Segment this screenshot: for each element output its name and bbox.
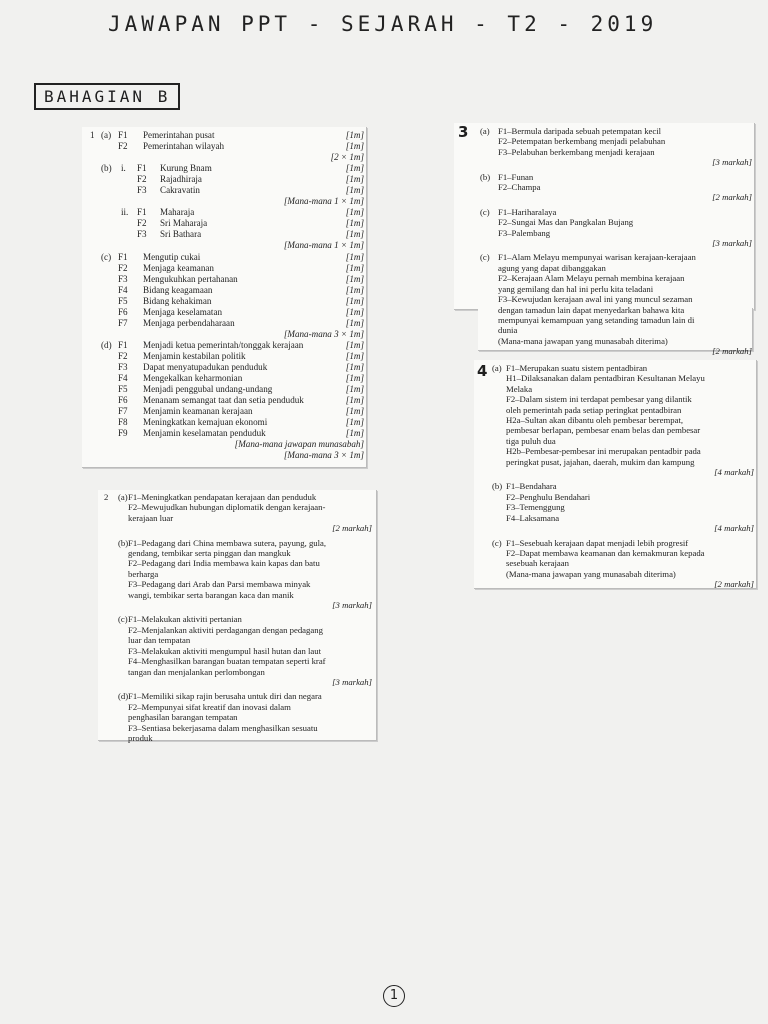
answer-row-mn: [Mana-mana 1 × 1m] [283, 196, 364, 207]
question-1-answers [88, 130, 364, 461]
answer-row [88, 439, 364, 450]
answer-line: tangan dan menjalankan perlombongan [128, 666, 265, 677]
answer-row-p: (c) [101, 251, 112, 262]
answer-line: H2b–Pembesar-pembesar ini merupakan pentadbir pada [506, 446, 701, 457]
answer-line: F2–Dapat membawa keamanan dan kemakmuran kepada [506, 547, 705, 558]
answer-row-c: F8 [118, 417, 128, 428]
answer-row [88, 384, 364, 395]
answer-row [88, 229, 364, 240]
answer-row-c: F1 [118, 339, 128, 350]
answer-part [492, 363, 754, 477]
answer-line: F2–Kerajaan Alam Melayu pernah membina kerajaan [498, 273, 685, 284]
answer-row-m: [1m] [345, 384, 364, 395]
answer-row [88, 240, 364, 251]
answer-row [88, 329, 364, 340]
mark-allocation: [2 markah] [712, 346, 752, 357]
answer-line: F2–Menjalankan aktiviti perdagangan dengan pedagang [128, 624, 323, 635]
answer-line: F3–Pelabuhan berkembang menjadi kerajaan [498, 146, 655, 157]
answer-line: F2–Mempunyai sifat kreatif dan inovasi dalam [128, 701, 291, 712]
answer-line: pembesar berlapan, pembesar enam belas dan pembesar [506, 425, 701, 436]
answer-line: F2–Champa [498, 182, 541, 193]
answer-line: F2–Pedagang dari India membawa kain kapas dan batu [128, 558, 320, 569]
answer-row [88, 428, 364, 439]
answer-line: tiga puluh dua [506, 435, 556, 446]
answer-row-m: [1m] [345, 141, 364, 152]
answer-row [88, 141, 364, 152]
answer-row [88, 163, 364, 174]
answer-row-t: Meningkatkan kemajuan ekonomi [143, 417, 268, 428]
answer-row-c: F9 [118, 428, 128, 439]
answer-row-t: Mengekalkan keharmonian [143, 373, 243, 384]
answer-row-t: Mengukuhkan pertahanan [143, 273, 238, 284]
answer-line: luar dan tempatan [128, 635, 191, 646]
answer-line: F1–Bermula daripada sebuah petempatan kecil [498, 126, 662, 136]
answer-line: F3–Melakukan aktiviti mengumpul hasil hutan dan laut [128, 645, 322, 656]
part-label: (a) [118, 492, 128, 502]
answer-row-t: Menjaga perbendaharaan [143, 317, 235, 328]
answer-row-m: [1m] [345, 373, 364, 384]
answer-row-c: F1 [118, 251, 128, 262]
answer-row-m: [1m] [345, 218, 364, 229]
answer-line: (Mana-mana jawapan yang munasabah diterima) [506, 568, 676, 579]
answer-line: F2–Dalam sistem ini terdapat pembesar yang dilantik [506, 394, 692, 405]
answer-row-t: Dapat menyatupadukan penduduk [143, 361, 268, 372]
answer-part [478, 126, 752, 168]
answer-row-t: Menanam semangat taat dan setia penduduk [143, 395, 304, 406]
answer-line: F1–Sesebuah kerajaan dapat menjadi lebih progresif [506, 537, 689, 548]
answer-row-t: Menjamin kestabilan politik [143, 350, 246, 361]
answer-row-m: [1m] [345, 273, 364, 284]
answer-row-t: Menjamin keselamatan penduduk [143, 428, 266, 439]
answer-line: F1–Alam Melayu mempunyai warisan kerajaan-kerajaan [498, 252, 696, 263]
answer-row-m: [1m] [345, 406, 364, 417]
answer-line: yang gemilang dan hal ini perlu kita teladani [498, 283, 654, 294]
answer-row [88, 395, 364, 406]
answer-part [492, 538, 754, 590]
question-2-answers [104, 492, 372, 747]
answer-row-c: F1 [118, 130, 128, 140]
part-label: (a) [480, 126, 490, 136]
answer-row-m: [1m] [345, 229, 364, 240]
part-label: (c) [480, 206, 490, 217]
answer-line: F1–Pedagang dari China membawa sutera, payung, gula, [128, 537, 327, 548]
answer-row [88, 285, 364, 296]
answer-row [88, 196, 364, 207]
page-title: JAWAPAN PPT - SEJARAH - T2 - 2019 [108, 12, 658, 36]
answer-row [88, 417, 364, 428]
answer-line: F2–Mewujudkan hubungan diplomatik dengan kerajaan- [128, 502, 326, 513]
answer-row [88, 207, 364, 218]
answer-row-m: [1m] [345, 174, 364, 185]
answer-line: penghasilan barangan tempatan [128, 712, 238, 723]
answer-line: oleh pemerintah pada setiap peringkat pentadbiran [506, 404, 682, 415]
answer-row-m: [1m] [345, 130, 364, 140]
mark-allocation: [2 markah] [712, 192, 752, 203]
answer-part [478, 252, 752, 356]
part-label: (b) [492, 481, 503, 492]
answer-row-c2: F2 [137, 218, 147, 229]
answer-row-m: [1m] [345, 317, 364, 328]
answer-row [88, 274, 364, 285]
answer-line: (Mana-mana jawapan yang munasabah diterima) [498, 335, 668, 346]
answer-line: F3–Temenggung [506, 502, 565, 513]
answer-row-c: F2 [118, 262, 128, 273]
answer-line: F1–Merupakan suatu sistem pentadbiran [506, 363, 648, 373]
answer-row-m: [1m] [345, 207, 364, 218]
mark-allocation: [4 markah] [714, 467, 754, 478]
answer-row-t2: Sri Bathara [160, 229, 202, 240]
answer-row [88, 362, 364, 373]
mark-allocation: [3 markah] [332, 600, 372, 611]
answer-row-c: F4 [118, 284, 128, 295]
answer-row-t2: Sri Maharaja [160, 218, 208, 229]
part-label: (c) [118, 614, 128, 625]
answer-row-c: F3 [118, 361, 128, 372]
question-number: 2 [104, 492, 109, 502]
answer-row-t2: Cakravatin [160, 185, 200, 196]
answer-row-t: Pemerintahan pusat [143, 130, 215, 140]
answer-line: F2–Petempatan berkembang menjadi pelabuhan [498, 136, 666, 147]
answer-row-c: F4 [118, 373, 128, 384]
mark-allocation: [3 markah] [712, 238, 752, 249]
answer-row [88, 406, 364, 417]
answer-line: H2a–Sultan akan dibantu oleh pembesar berempat, [506, 415, 684, 426]
answer-line: dengan tamadun lain dapat menyedarkan bahawa kita [498, 304, 685, 315]
answer-row-t: Bidang kehakiman [143, 295, 212, 306]
answer-row-c2: F2 [137, 174, 147, 185]
answer-part [104, 538, 372, 611]
answer-row-c2: F1 [137, 163, 147, 174]
answer-row [88, 263, 364, 274]
answer-row-c: F7 [118, 406, 128, 417]
answer-line: F3–Kewujudan kerajaan awal ini yang muncul sezaman [498, 294, 693, 305]
answer-row-t: Menjadi ketua pemerintah/tonggak kerajaan [143, 339, 304, 350]
answer-row-t: Menjaga keselamatan [143, 306, 223, 317]
question-3-answers [478, 126, 752, 361]
answer-line: F3–Sentiasa bekerjasama dalam menghasilkan sesuatu [128, 722, 318, 733]
answer-row-c: F2 [118, 350, 128, 361]
answer-row-mn: [Mana-mana 3 × 1m] [283, 328, 364, 339]
section-label: BAHAGIAN B [34, 83, 180, 110]
answer-row-t2: Maharaja [160, 207, 195, 218]
answer-row-t: Menjaga keamanan [143, 262, 214, 273]
answer-row-mn: [Mana-mana 3 × 1m] [283, 450, 364, 461]
answer-row-t2: Rajadhiraja [160, 174, 202, 185]
answer-row-p: (d) [101, 339, 112, 350]
answer-part [104, 691, 372, 743]
answer-line: F1–Memiliki sikap rajin berusaha untuk diri dan negara [128, 691, 322, 702]
answer-row-t: Pemerintahan wilayah [143, 141, 225, 152]
answer-row-t: Bidang keagamaan [143, 284, 213, 295]
answer-part [104, 614, 372, 687]
answer-row-m: [1m] [345, 428, 364, 439]
answer-part [478, 207, 752, 249]
answer-row-c: F2 [118, 141, 128, 152]
answer-row-m: [1m] [345, 339, 364, 350]
answer-row-m: [1m] [345, 395, 364, 406]
mark-allocation: [4 markah] [714, 523, 754, 534]
mark-allocation: [2 markah] [332, 523, 372, 534]
part-label: (b) [118, 537, 129, 548]
answer-row-t: Mengutip cukai [143, 251, 201, 262]
answer-row [88, 252, 364, 263]
answer-row-p: (b) [101, 163, 112, 174]
answer-line: H1–Dilaksanakan dalam pentadbiran Kesultanan Melayu [506, 373, 705, 384]
mark-allocation: [3 markah] [712, 157, 752, 168]
answer-row [88, 373, 364, 384]
answer-row-c: F7 [118, 317, 128, 328]
answer-row-m: [1m] [345, 306, 364, 317]
answer-row [88, 152, 364, 163]
answer-row-m: [1m] [345, 350, 364, 361]
answer-row-m: [1m] [345, 284, 364, 295]
answer-row [88, 185, 364, 196]
answer-line: F1–Hariharalaya [498, 206, 557, 217]
answer-line: F2–Penghulu Bendahari [506, 491, 591, 502]
answer-row [88, 351, 364, 362]
answer-line: dunia [498, 325, 518, 336]
answer-row [88, 450, 364, 461]
answer-row-c: F3 [118, 273, 128, 284]
answer-line: produk [128, 732, 153, 743]
answer-row-c2: F3 [137, 185, 147, 196]
answer-line: berharga [128, 568, 159, 579]
answer-line: F4–Menghasilkan barangan buatan tempatan seperti kraf [128, 656, 326, 667]
answer-row-m: [1m] [345, 417, 364, 428]
answer-line: sesebuah kerajaan [506, 558, 569, 569]
answer-line: Melaka [506, 383, 533, 394]
part-label: (c) [492, 537, 502, 548]
answer-row [88, 174, 364, 185]
answer-line: F1–Meningkatkan pendapatan kerajaan dan penduduk [128, 492, 317, 502]
answer-line: F3–Pedagang dari Arab dan Parsi membawa minyak [128, 579, 311, 590]
answer-row-c: F5 [118, 384, 128, 395]
answer-row-c: F6 [118, 306, 128, 317]
answer-part [104, 492, 372, 534]
part-label: (d) [118, 691, 129, 702]
answer-line: F4–Laksamana [506, 512, 560, 523]
answer-row [88, 318, 364, 329]
answer-line: F1–Melakukan aktiviti pertanian [128, 614, 242, 625]
answer-row-m: [1m] [345, 361, 364, 372]
answer-line: F2–Sungai Mas dan Pangkalan Bujang [498, 217, 634, 228]
answer-row-mn: [2 × 1m] [330, 152, 364, 163]
answer-row-m: [1m] [345, 295, 364, 306]
answer-line: kerajaan luar [128, 512, 174, 523]
answer-row-s: i. [121, 163, 126, 174]
answer-line: F1–Funan [498, 171, 534, 182]
answer-row [88, 340, 364, 351]
page-number: 1 [383, 985, 405, 1007]
answer-row-m: [1m] [345, 262, 364, 273]
answer-row-mn: [Mana-mana 1 × 1m] [283, 240, 364, 251]
answer-line: wangi, tembikar serta barangan kaca dan manik [128, 589, 294, 600]
answer-row-t2: Kurung Bnam [160, 163, 212, 174]
answer-row-m: [1m] [345, 251, 364, 262]
answer-row-c: F6 [118, 395, 128, 406]
answer-part [478, 172, 752, 203]
answer-row-mn: [Mana-mana jawapan munasabah] [234, 439, 364, 450]
answer-line: agung yang dapat dibanggakan [498, 262, 606, 273]
answer-line: gendang, tembikar serta pinggan dan mangkuk [128, 548, 291, 559]
answer-row-p: (a) [101, 130, 112, 140]
mark-allocation: [3 markah] [332, 676, 372, 687]
answer-line: F1–Bendahara [506, 481, 557, 492]
answer-row-t: Menjamin keamanan kerajaan [143, 406, 253, 417]
answer-row-c2: F1 [137, 207, 147, 218]
part-label: (b) [480, 171, 491, 182]
answer-line: mempunyai kemampuan yang setanding tamadun lain di [498, 314, 695, 325]
part-label: (a) [492, 363, 502, 373]
answer-row-m: [1m] [345, 163, 364, 174]
answer-row-s: ii. [121, 207, 129, 218]
answer-part [492, 481, 754, 533]
question-4-answers [492, 363, 754, 594]
question-number-4: 4 [477, 362, 488, 380]
answer-row [88, 296, 364, 307]
answer-row [88, 307, 364, 318]
answer-row-c2: F3 [137, 229, 147, 240]
answer-row [88, 130, 364, 141]
answer-row-t: Menjadi penggubal undang-undang [143, 384, 273, 395]
answer-row-m: [1m] [345, 185, 364, 196]
mark-allocation: [2 markah] [714, 579, 754, 590]
answer-row [88, 218, 364, 229]
answer-line: peringkat pusat, jajahan, daerah, mukim dan kampung [506, 456, 695, 467]
part-label: (c) [480, 252, 490, 263]
question-number-3: 3 [458, 123, 469, 141]
answer-row-qn: 1 [90, 130, 95, 140]
answer-line: F3–Palembang [498, 227, 551, 238]
answer-row-c: F5 [118, 295, 128, 306]
